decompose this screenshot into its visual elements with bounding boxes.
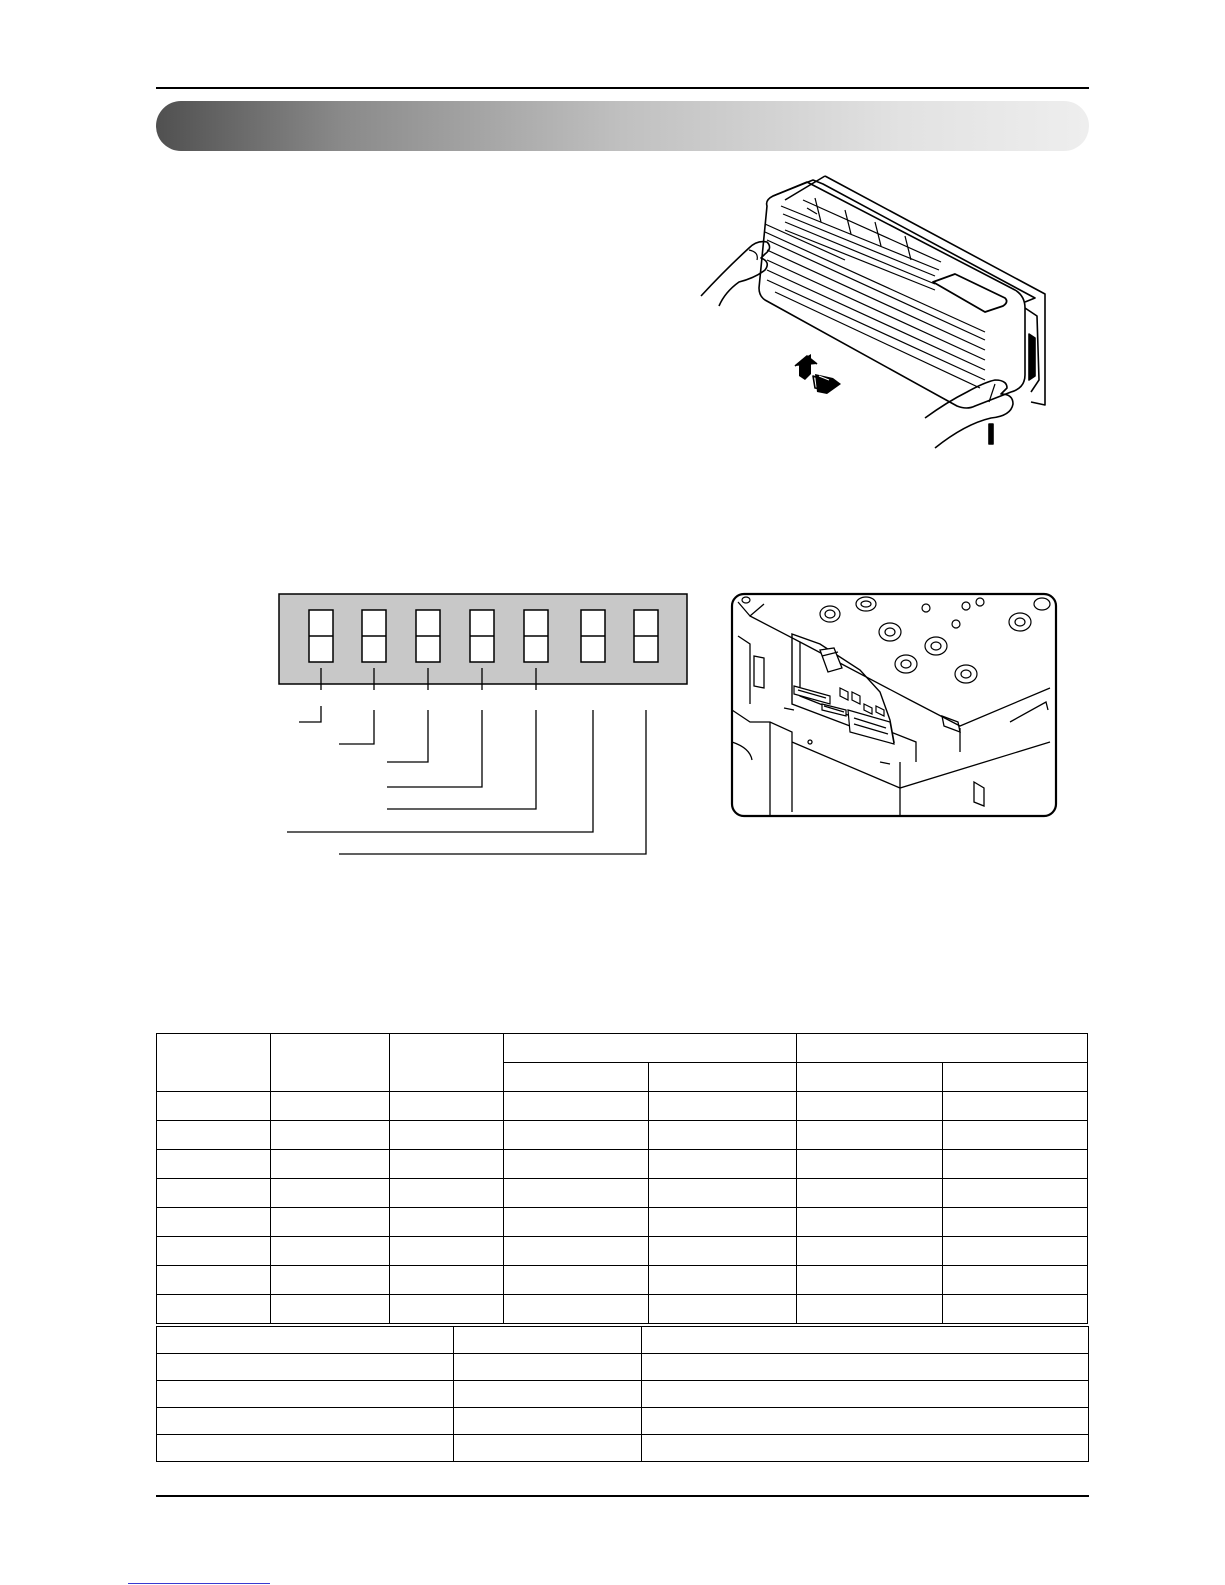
table-header-cell — [157, 1034, 271, 1092]
table-cell — [943, 1150, 1088, 1179]
table-cell — [642, 1408, 1089, 1435]
table-cell — [157, 1327, 454, 1354]
table-cell — [648, 1295, 796, 1324]
table-header-cell — [796, 1063, 943, 1092]
table-cell — [389, 1179, 503, 1208]
table-header-cell — [504, 1034, 796, 1063]
table-cell — [157, 1381, 454, 1408]
table-row — [157, 1381, 1089, 1408]
table-cell — [504, 1150, 649, 1179]
table-cell — [157, 1237, 271, 1266]
table-row — [157, 1295, 1088, 1324]
table-cell — [504, 1266, 649, 1295]
table-cell — [271, 1295, 389, 1324]
table-cell — [796, 1179, 943, 1208]
table-cell — [389, 1121, 503, 1150]
table-cell — [943, 1208, 1088, 1237]
table-cell — [454, 1327, 642, 1354]
table-cell — [389, 1150, 503, 1179]
table-header-cell — [504, 1063, 649, 1092]
table-cell — [454, 1381, 642, 1408]
table-cell — [504, 1295, 649, 1324]
table-cell — [642, 1381, 1089, 1408]
table-cell — [271, 1150, 389, 1179]
table-cell — [796, 1237, 943, 1266]
table-cell — [157, 1179, 271, 1208]
table-row — [157, 1237, 1088, 1266]
dip-switch-leader-lines — [287, 668, 646, 854]
table-header-cell — [796, 1034, 1087, 1063]
table-cell — [157, 1408, 454, 1435]
table-row — [157, 1266, 1088, 1295]
table-cell — [389, 1092, 503, 1121]
table-cell — [271, 1092, 389, 1121]
function-table — [156, 1326, 1089, 1462]
table-row — [157, 1121, 1088, 1150]
table-cell — [454, 1435, 642, 1462]
table-cell — [796, 1150, 943, 1179]
bottom-rule — [156, 1495, 1089, 1497]
table-cell — [271, 1121, 389, 1150]
table-cell — [648, 1266, 796, 1295]
table-cell — [389, 1208, 503, 1237]
table-cell — [157, 1435, 454, 1462]
front-cover-removal-illustration — [695, 170, 1090, 470]
table-cell — [648, 1208, 796, 1237]
table-cell — [796, 1121, 943, 1150]
table-cell — [504, 1208, 649, 1237]
table-header-cell — [943, 1063, 1088, 1092]
table-header-row — [157, 1034, 1088, 1063]
table-cell — [157, 1266, 271, 1295]
table-cell — [642, 1327, 1089, 1354]
table-cell — [943, 1266, 1088, 1295]
table-cell — [648, 1092, 796, 1121]
table-header-cell — [271, 1034, 389, 1092]
table-header-cell — [648, 1063, 796, 1092]
section-title-bar — [156, 101, 1089, 151]
footer-link-underline[interactable] — [128, 1583, 270, 1584]
table-cell — [642, 1435, 1089, 1462]
top-rule — [156, 87, 1089, 89]
table-cell — [796, 1295, 943, 1324]
table-cell — [648, 1237, 796, 1266]
table-cell — [943, 1237, 1088, 1266]
table-row — [157, 1092, 1088, 1121]
table-cell — [504, 1121, 649, 1150]
table-cell — [389, 1266, 503, 1295]
table-cell — [157, 1092, 271, 1121]
table-row — [157, 1327, 1089, 1354]
settings-table — [156, 1033, 1088, 1324]
table-cell — [389, 1237, 503, 1266]
table-cell — [271, 1237, 389, 1266]
table-cell — [943, 1121, 1088, 1150]
table-cell — [796, 1092, 943, 1121]
table-row — [157, 1408, 1089, 1435]
table-cell — [504, 1092, 649, 1121]
table-cell — [796, 1266, 943, 1295]
table-cell — [454, 1408, 642, 1435]
table-cell — [271, 1208, 389, 1237]
table-cell — [157, 1354, 454, 1381]
table-cell — [642, 1354, 1089, 1381]
table-cell — [157, 1121, 271, 1150]
table-cell — [943, 1092, 1088, 1121]
table-cell — [454, 1354, 642, 1381]
table-row — [157, 1179, 1088, 1208]
table-cell — [157, 1150, 271, 1179]
table-cell — [389, 1295, 503, 1324]
table-cell — [157, 1295, 271, 1324]
table-row — [157, 1208, 1088, 1237]
control-board-location-illustration — [730, 592, 1060, 820]
table-cell — [157, 1208, 271, 1237]
table-cell — [504, 1237, 649, 1266]
table-cell — [648, 1150, 796, 1179]
table-cell — [504, 1179, 649, 1208]
table-row — [157, 1354, 1089, 1381]
table-header-cell — [389, 1034, 503, 1092]
dip-switch-toggles — [309, 610, 658, 662]
table-cell — [943, 1179, 1088, 1208]
table-cell — [271, 1266, 389, 1295]
table-cell — [796, 1208, 943, 1237]
table-cell — [648, 1121, 796, 1150]
table-cell — [943, 1295, 1088, 1324]
table-cell — [648, 1179, 796, 1208]
table-row — [157, 1150, 1088, 1179]
table-row — [157, 1435, 1089, 1462]
table-cell — [271, 1179, 389, 1208]
dip-switch-diagram — [275, 590, 695, 870]
